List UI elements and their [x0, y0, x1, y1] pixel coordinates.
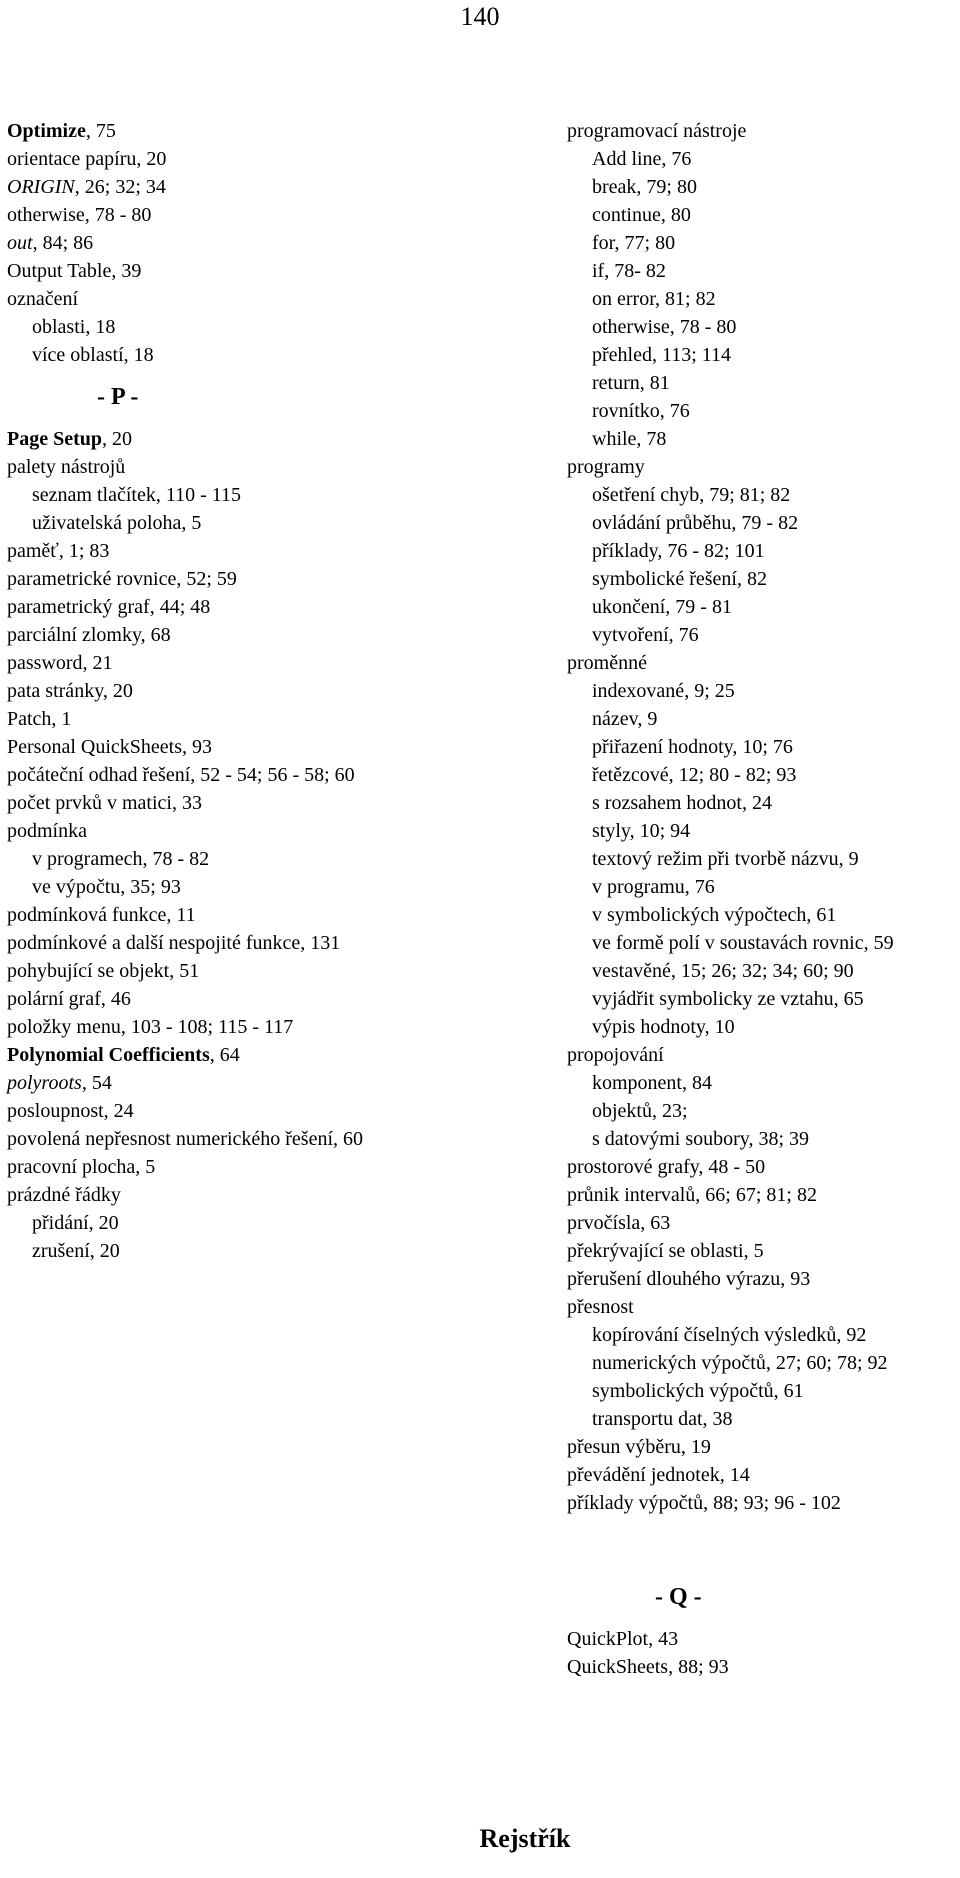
index-subentry — [567, 901, 960, 929]
index-term: s datovými soubory, 38; 39 — [592, 1128, 810, 1150]
index-subentry — [567, 621, 960, 649]
index-term: ošetření chyb, 79; 81; 82 — [592, 484, 791, 506]
index-term: vyjádřit symbolicky ze vztahu, 65 — [592, 988, 864, 1010]
index-term: s rozsahem hodnot, 24 — [592, 792, 772, 814]
index-term: paměť, 1; 83 — [7, 540, 110, 562]
index-subentry — [567, 509, 960, 537]
index-subentry — [567, 733, 960, 761]
index-term: parciální zlomky, 68 — [7, 624, 171, 646]
index-entry — [7, 1153, 547, 1181]
index-term: numerických výpočtů, 27; 60; 78; 92 — [592, 1352, 888, 1374]
index-term: pracovní plocha, 5 — [7, 1156, 156, 1178]
index-subentry — [567, 481, 960, 509]
index-term: proměnné — [567, 652, 647, 674]
index-subentry — [567, 537, 960, 565]
index-term: ve výpočtu, 35; 93 — [32, 876, 181, 898]
index-entry — [567, 649, 960, 677]
index-term: více oblastí, 18 — [32, 344, 154, 366]
index-term: Add line, 76 — [592, 148, 692, 170]
index-entry — [7, 1013, 547, 1041]
index-entry — [567, 1653, 960, 1681]
page-footer: Rejstřík — [479, 1824, 571, 1853]
index-subentry — [567, 1125, 960, 1153]
index-term: parametrické rovnice, 52; 59 — [7, 568, 237, 590]
index-entry — [7, 817, 547, 845]
index-term: symbolické řešení, 82 — [592, 568, 767, 590]
index-term: Optimize — [7, 120, 86, 142]
index-term: prostorové grafy, 48 - 50 — [567, 1156, 766, 1178]
index-term: rovnítko, 76 — [592, 400, 690, 422]
section-spacer — [567, 1517, 960, 1569]
index-term: password, 21 — [7, 652, 113, 674]
index-subentry — [567, 929, 960, 957]
index-term: Polynomial Coefficients — [7, 1044, 210, 1066]
index-term: řetězcové, 12; 80 - 82; 93 — [592, 764, 797, 786]
index-entry — [7, 1041, 547, 1069]
index-page-refs: , 64 — [209, 1044, 240, 1066]
page-number: 140 — [460, 2, 500, 31]
index-term: v programech, 78 - 82 — [32, 848, 210, 870]
index-term: textový režim při tvorbě názvu, 9 — [592, 848, 859, 870]
index-term: překrývající se oblasti, 5 — [567, 1240, 764, 1262]
index-subentry — [567, 677, 960, 705]
index-term: uživatelská poloha, 5 — [32, 512, 202, 534]
section-heading: - Q - — [655, 1584, 702, 1610]
index-term: zrušení, 20 — [32, 1240, 120, 1262]
index-subentry — [567, 313, 960, 341]
index-entry — [567, 1293, 960, 1321]
index-entry — [567, 1625, 960, 1653]
index-entry — [7, 285, 547, 313]
index-entry — [567, 1433, 960, 1461]
index-term: orientace papíru, 20 — [7, 148, 167, 170]
index-entry — [7, 761, 547, 789]
index-term: přerušení dlouhého výrazu, 93 — [567, 1268, 811, 1290]
index-term: polyroots — [7, 1072, 82, 1094]
index-term: pohybující se objekt, 51 — [7, 960, 200, 982]
index-term: ukončení, 79 - 81 — [592, 596, 732, 618]
index-entry — [7, 257, 547, 285]
index-entry — [7, 985, 547, 1013]
index-term: QuickSheets, 88; 93 — [567, 1656, 729, 1678]
index-term: QuickPlot, 43 — [567, 1628, 679, 1650]
index-subentry — [567, 1377, 960, 1405]
index-term: while, 78 — [592, 428, 667, 450]
index-term: programy — [567, 456, 645, 478]
index-entry — [7, 201, 547, 229]
index-entry — [7, 593, 547, 621]
index-term: výpis hodnoty, 10 — [592, 1016, 735, 1038]
index-term: palety nástrojů — [7, 456, 126, 478]
index-entry — [7, 453, 547, 481]
index-term: přehled, 113; 114 — [592, 344, 732, 366]
index-subentry — [567, 761, 960, 789]
index-term: for, 77; 80 — [592, 232, 676, 254]
index-entry — [567, 453, 960, 481]
index-term: transportu dat, 38 — [592, 1408, 733, 1430]
index-term: přiřazení hodnoty, 10; 76 — [592, 736, 793, 758]
index-entry — [7, 621, 547, 649]
index-entry — [7, 705, 547, 733]
index-page-refs: , 84; 86 — [32, 232, 94, 254]
index-entry — [567, 1153, 960, 1181]
index-subentry — [567, 1069, 960, 1097]
index-subentry — [567, 369, 960, 397]
index-term: out — [7, 232, 33, 254]
index-term: podmínkové a další nespojité funkce, 131 — [7, 932, 341, 954]
index-page-refs: , 54 — [81, 1072, 112, 1094]
index-term: objektů, 23; — [592, 1100, 688, 1122]
index-column-left — [7, 117, 547, 1265]
index-term: v symbolických výpočtech, 61 — [592, 904, 837, 926]
index-term: v programu, 76 — [592, 876, 715, 898]
index-term: propojování — [567, 1044, 664, 1066]
index-subentry — [7, 341, 547, 369]
index-subentry — [567, 201, 960, 229]
index-term: kopírování číselných výsledků, 92 — [592, 1324, 867, 1346]
index-subentry — [567, 985, 960, 1013]
index-entry — [7, 1097, 547, 1125]
index-entry — [7, 425, 547, 453]
index-subentry — [567, 285, 960, 313]
index-subentry — [567, 257, 960, 285]
index-subentry — [567, 425, 960, 453]
index-term: ORIGIN — [7, 176, 75, 198]
index-subentry — [567, 1013, 960, 1041]
index-subentry — [7, 873, 547, 901]
index-term: vestavěné, 15; 26; 32; 34; 60; 90 — [592, 960, 854, 982]
index-term: parametrický graf, 44; 48 — [7, 596, 211, 618]
index-term: continue, 80 — [592, 204, 691, 226]
index-subentry — [567, 957, 960, 985]
index-term: ovládání průběhu, 79 - 82 — [592, 512, 799, 534]
index-term: přidání, 20 — [32, 1212, 119, 1234]
index-term: příklady, 76 - 82; 101 — [592, 540, 765, 562]
index-subentry — [567, 1321, 960, 1349]
index-term: posloupnost, 24 — [7, 1100, 134, 1122]
index-term: podmínka — [7, 820, 87, 842]
index-entry — [7, 1069, 547, 1097]
index-term: prvočísla, 63 — [567, 1212, 671, 1234]
index-term: příklady výpočtů, 88; 93; 96 - 102 — [567, 1492, 841, 1514]
section-heading: - P - — [97, 384, 139, 410]
index-subentry — [567, 593, 960, 621]
index-term: převádění jednotek, 14 — [567, 1464, 750, 1486]
index-term: průnik intervalů, 66; 67; 81; 82 — [567, 1184, 817, 1206]
index-subentry — [567, 173, 960, 201]
index-entry — [567, 1237, 960, 1265]
index-term: přesun výběru, 19 — [567, 1436, 711, 1458]
index-entry — [567, 117, 960, 145]
index-subentry — [567, 705, 960, 733]
index-term: komponent, 84 — [592, 1072, 712, 1094]
index-subentry — [567, 789, 960, 817]
index-term: if, 78- 82 — [592, 260, 666, 282]
index-term: oblasti, 18 — [32, 316, 116, 338]
index-subentry — [7, 1237, 547, 1265]
index-term: ve formě polí v soustavách rovnic, 59 — [592, 932, 894, 954]
index-entry — [567, 1265, 960, 1293]
index-term: prázdné řádky — [7, 1184, 121, 1206]
index-term: symbolických výpočtů, 61 — [592, 1380, 804, 1402]
index-entry — [567, 1209, 960, 1237]
index-term: položky menu, 103 - 108; 115 - 117 — [7, 1016, 294, 1038]
index-term: on error, 81; 82 — [592, 288, 716, 310]
index-term: Output Table, 39 — [7, 260, 142, 282]
index-term: otherwise, 78 - 80 — [7, 204, 152, 226]
index-entry — [7, 649, 547, 677]
index-subentry — [7, 1209, 547, 1237]
index-term: název, 9 — [592, 708, 658, 730]
index-entry — [7, 565, 547, 593]
index-entry — [7, 789, 547, 817]
index-term: počáteční odhad řešení, 52 - 54; 56 - 58; 60 — [7, 764, 355, 786]
index-entry — [7, 1125, 547, 1153]
index-entry — [567, 1041, 960, 1069]
index-term: seznam tlačítek, 110 - 115 — [32, 484, 242, 506]
index-term: styly, 10; 94 — [592, 820, 691, 842]
index-term: Patch, 1 — [7, 708, 72, 730]
index-column-right — [567, 117, 960, 1681]
index-term: vytvoření, 76 — [592, 624, 699, 646]
index-entry — [7, 229, 547, 257]
index-subentry — [7, 509, 547, 537]
index-term: polární graf, 46 — [7, 988, 131, 1010]
index-term: povolená nepřesnost numerického řešení, 60 — [7, 1128, 364, 1150]
index-entry — [7, 145, 547, 173]
index-term: Page Setup — [7, 428, 102, 450]
index-entry — [7, 733, 547, 761]
index-entry — [567, 1489, 960, 1517]
index-term: označení — [7, 288, 79, 310]
index-subentry — [567, 873, 960, 901]
index-subentry — [567, 397, 960, 425]
index-subentry — [7, 845, 547, 873]
index-entry — [567, 1181, 960, 1209]
index-term: počet prvků v matici, 33 — [7, 792, 202, 814]
index-subentry — [567, 341, 960, 369]
index-entry — [7, 537, 547, 565]
index-term: podmínková funkce, 11 — [7, 904, 196, 926]
index-subentry — [567, 229, 960, 257]
index-term: break, 79; 80 — [592, 176, 697, 198]
index-term: otherwise, 78 - 80 — [592, 316, 737, 338]
index-term: indexované, 9; 25 — [592, 680, 735, 702]
index-entry — [7, 173, 547, 201]
index-subentry — [567, 145, 960, 173]
index-subentry — [567, 817, 960, 845]
index-page-refs: , 20 — [102, 428, 132, 450]
index-subentry — [7, 481, 547, 509]
index-term: přesnost — [567, 1296, 634, 1318]
index-subentry — [7, 313, 547, 341]
index-entry — [7, 117, 547, 145]
index-entry — [7, 677, 547, 705]
index-term: Personal QuickSheets, 93 — [7, 736, 212, 758]
index-term: pata stránky, 20 — [7, 680, 133, 702]
index-page-refs: , 26; 32; 34 — [74, 176, 166, 198]
index-entry — [7, 1181, 547, 1209]
index-term: return, 81 — [592, 372, 670, 394]
index-subentry — [567, 1405, 960, 1433]
index-subentry — [567, 1349, 960, 1377]
index-page-refs: , 75 — [85, 120, 116, 142]
index-entry — [7, 929, 547, 957]
index-subentry — [567, 845, 960, 873]
index-term: programovací nástroje — [567, 120, 747, 142]
index-subentry — [567, 1097, 960, 1125]
index-entry — [567, 1461, 960, 1489]
index-entry — [7, 957, 547, 985]
index-entry — [7, 901, 547, 929]
index-subentry — [567, 565, 960, 593]
